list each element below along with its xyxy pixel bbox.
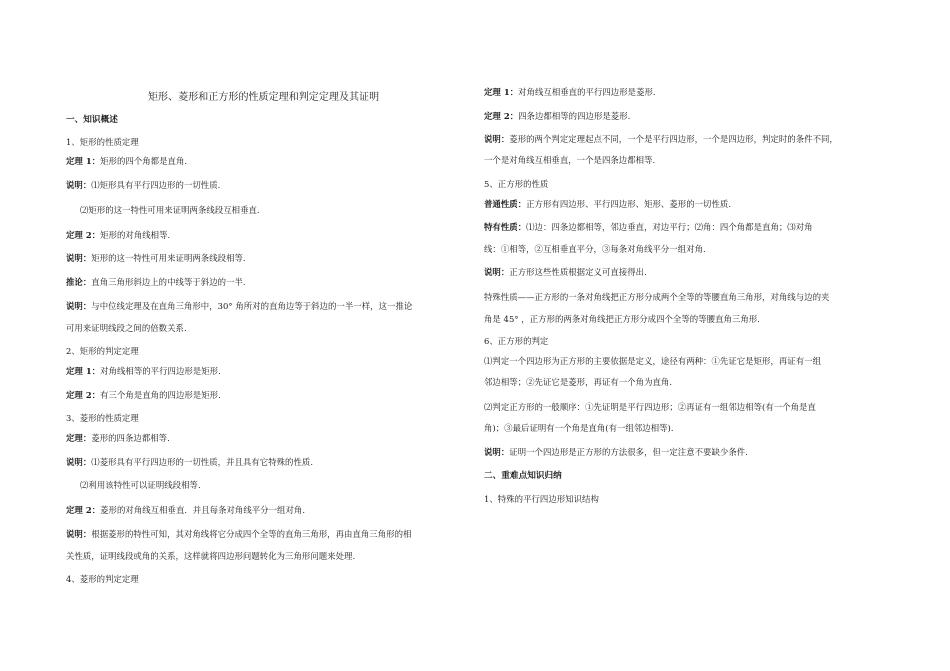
key-point-1: 1、特殊的平行四边形知识结构 xyxy=(484,494,599,504)
document-title: 矩形、菱形和正方形的性质定理和判定定理及其证明 xyxy=(148,92,380,103)
square-properties-note: 说明：正方形这些性质根据定义可直接得出. xyxy=(484,267,647,277)
rhombus-criterion-2: 定理 2：四条边都相等的四边形是菱形. xyxy=(484,111,631,121)
subsection-rhombus-properties: 3、菱形的性质定理 xyxy=(66,413,139,423)
rect-note-1-line2: ⑵矩形的这一特性可用来证明两条线段互相垂直. xyxy=(80,205,260,215)
rhombus-criteria-note-line2: 一个是对角线互相垂直，一个是四条边都相等. xyxy=(484,155,656,165)
rhombus-criterion-1: 定理 1：对角线互相垂直的平行四边形是菱形. xyxy=(484,87,656,97)
subsection-rect-criteria: 2、矩形的判定定理 xyxy=(66,346,139,356)
square-criteria-note: 说明：证明一个四边形是正方形的方法很多，但一定注意不要缺少条件. xyxy=(484,447,748,457)
rect-note-1: 说明：⑴矩形具有平行四边形的一切性质. xyxy=(66,180,221,190)
subsection-square-properties: 5、正方形的性质 xyxy=(484,179,549,189)
square-criteria-1-line2: 邻边相等；②先证它是菱形，再证有一个角为直角. xyxy=(484,377,673,387)
rhombus-note-1: 说明：⑴菱形具有平行四边形的一切性质，并且具有它特殊的性质. xyxy=(66,457,314,467)
rhombus-note-2: 说明：根据菱形的特性可知，其对角线将它分成四个全等的直角三角形，再由直角三角形的相 xyxy=(66,529,412,539)
square-specific-properties: 特有性质：⑴边：四条边都相等，邻边垂直，对边平行；⑵角：四个角都是直角；⑶对角 xyxy=(484,222,813,232)
rect-theorem-1: 定理 1：矩形的四个角都是直角. xyxy=(66,156,188,166)
square-criteria-2-line2: 角)；③最后证明有一个角是直角(有一组邻边相等). xyxy=(484,423,674,433)
subsection-rect-properties: 1、矩形的性质定理 xyxy=(66,137,139,147)
rhombus-note-2-line2: 关性质，证明线段或角的关系，这样就将四边形问题转化为三角形问题来处理. xyxy=(66,551,356,561)
square-general-properties: 普通性质：正方形有四边形、平行四边形、矩形、菱形的一切性质. xyxy=(484,199,732,209)
section-heading-key-points: 二、重难点知识归纳 xyxy=(484,471,562,481)
square-criteria-2: ⑵判定正方形的一般顺序：①先证明是平行四边形；②再证有一组邻边相等(有一个角是直 xyxy=(484,402,816,412)
rhombus-theorem: 定理：菱形的四条边都相等. xyxy=(66,433,170,443)
rhombus-criteria-note: 说明：菱形的两个判定定理起点不同，一个是平行四边形，一个是四边形，判定时的条件不同， xyxy=(484,134,838,144)
rect-note-3: 说明：与中位线定理及在直角三角形中，30° 角所对的直角边等于斜边的一半一样，这一推论 xyxy=(66,301,413,311)
square-special-property-line2: 角是 45° ，正方形的两条对角线把正方形分成四个全等的等腰直角三角形. xyxy=(484,314,760,324)
subsection-rhombus-criteria: 4、菱形的判定定理 xyxy=(66,574,139,584)
square-specific-properties-line2: 线：①相等，②互相垂直平分，③每条对角线平分一组对角. xyxy=(484,244,706,254)
square-special-property: 特殊性质——正方形的一条对角线把正方形分成两个全等的等腰直角三角形，对角线与边的夹 xyxy=(484,292,830,302)
rect-note-2: 说明：矩形的这一特性可用来证明两条线段相等. xyxy=(66,253,246,263)
rect-corollary: 推论：直角三角形斜边上的中线等于斜边的一半. xyxy=(66,277,246,287)
rect-criterion-1: 定理 1：对角线相等的平行四边形是矩形. xyxy=(66,366,221,376)
rect-note-3-line2: 可用来证明线段之间的倍数关系. xyxy=(66,323,187,333)
section-heading-overview: 一、知识概述 xyxy=(66,115,118,125)
subsection-square-criteria: 6、正方形的判定 xyxy=(484,336,549,346)
square-criteria-1: ⑴判定一个四边形为正方形的主要依据是定义，途径有两种：①先证它是矩形，再证有一组 xyxy=(484,356,821,366)
rect-theorem-2: 定理 2：矩形的对角线相等. xyxy=(66,230,171,240)
rhombus-note-1-line2: ⑵利用该特性可以证明线段相等. xyxy=(80,480,201,490)
rect-criterion-2: 定理 2：有三个角是直角的四边形是矩形. xyxy=(66,390,221,400)
rhombus-theorem-2: 定理 2：菱形的对角线互相垂直．并且每条对角线平分一组对角. xyxy=(66,505,306,515)
